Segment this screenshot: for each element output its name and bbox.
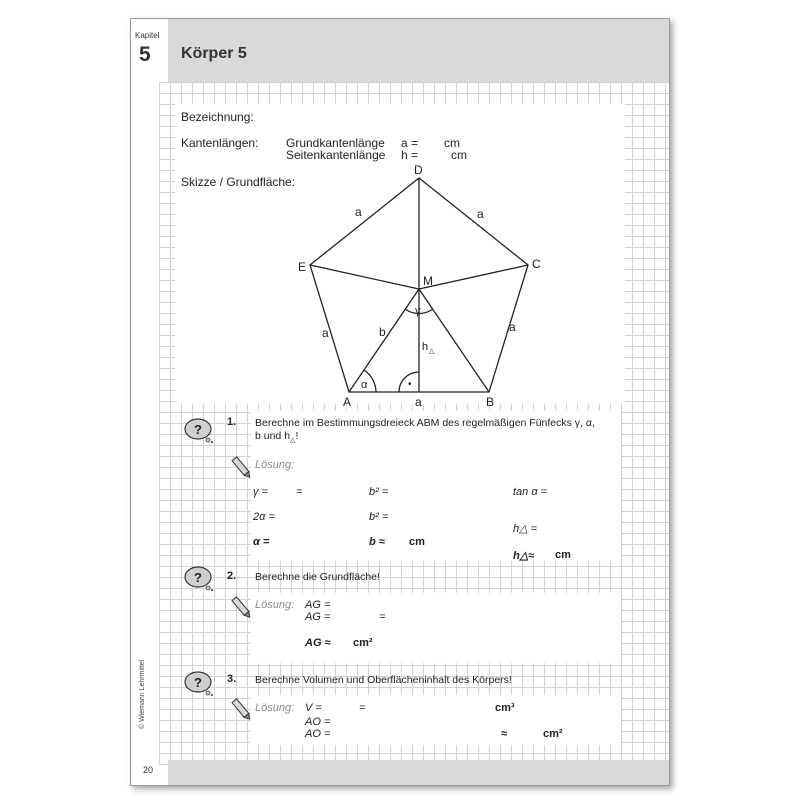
page-title: Körper 5 [181,45,247,62]
task1-loesung: Lösung: [255,459,295,471]
worksheet-page [130,18,670,786]
edge-label-ab: a [415,395,422,409]
svg-text:?: ? [194,422,202,437]
task3-ao-unit: cm² [543,728,563,740]
question-cloud-icon [183,669,217,697]
task2-ag-2: AG = [305,611,331,623]
edge-label-dc: a [477,207,484,221]
task3-ao-1: AO = [305,716,331,728]
chapter-label: Kapitel [135,31,160,40]
task2-number: 2. [227,570,237,582]
task1-b2-first: b² = [369,486,389,498]
kantenlaengen-label: Kantenlängen: [181,136,259,150]
task3-ao-approx: ≈ [501,728,508,740]
task3-ao-2: AO = [305,728,331,740]
skizze-label: Skizze / Grundfläche: [181,175,296,189]
pentagon-figure [131,19,669,439]
chapter-number: 5 [139,43,151,66]
task1-alpha-result: α = [253,536,270,548]
svg-text:?: ? [194,570,202,585]
seitenkante-var: h = [401,148,419,162]
copyright-notice: © Wiemann Lehrmittel [139,659,146,729]
label-d: D [414,163,423,177]
task3-loesung: Lösung: [255,702,295,714]
seitenkante-label: Seitenkantenlänge [286,148,386,162]
task1-text-line2: b und $h_\triangle$! [255,430,299,445]
task2-ag-unit: cm² [353,637,373,649]
task2-ag-1: AG = [305,599,331,611]
line-m-a [349,289,419,392]
line-m-b [419,289,489,392]
task1-text-line1: Berechne im Bestimmungsdreieck ABM des regelmäßigen Fünfecks γ, α, [255,417,595,429]
task3-number: 3. [227,673,237,685]
height-label: h [422,341,429,353]
edge-label-cb: a [509,320,516,334]
edge-label-de: a [355,205,362,219]
task3-v-eq: = [359,702,366,714]
task1-h-triangle: h△ = [513,523,538,535]
task1-number: 1. [227,416,237,428]
task3-v: V = [305,702,322,714]
svg-text:?: ? [194,675,202,690]
task1-tan-alpha: tan α = [513,486,548,498]
label-a: A [343,395,352,409]
footer-band [168,760,669,785]
seitenkante-unit: cm [451,148,467,162]
line-m-e [310,265,419,289]
label-b: B [486,395,495,409]
grundkante-label: Grundkantenlänge [286,136,385,150]
question-cloud-icon [183,564,217,592]
task3-v-unit: cm³ [495,702,515,714]
angle-gamma: γ [415,305,421,317]
grundkante-unit: cm [444,136,460,150]
right-angle-dot: • [408,379,412,390]
task1-h-unit: cm [555,549,571,561]
task1-2alpha: 2α = [253,511,275,523]
label-e: E [298,260,307,274]
task1-h-result: h△≈ [513,550,535,562]
angle-alpha: α [361,379,368,391]
task2-ag-2-eq: = [379,611,386,623]
task1-gamma: γ = [253,486,268,498]
question-cloud-icon [183,416,217,444]
label-m: M [423,274,433,288]
grundkante-var: a = [401,136,419,150]
page-number: 20 [143,765,154,775]
edge-label-ea: a [322,326,329,340]
task1-b-result: b ≈ [369,536,385,548]
edge-label-am: b [379,325,386,339]
task2-loesung: Lösung: [255,599,295,611]
task1-area [251,411,621,561]
height-sub: △ [429,348,435,355]
bezeichnung-label: Bezeichnung: [181,110,254,124]
task2-ag-result: AG ≈ [305,637,331,649]
task1-gamma-eq: = [296,486,303,498]
label-c: C [532,257,541,271]
line-m-c [419,265,528,289]
pencil-icon [231,697,253,723]
task1-b-unit: cm [409,536,425,548]
pencil-icon [231,455,253,481]
task2-text: Berechne die Grundfläche! [255,571,380,583]
pencil-icon [231,595,253,621]
task1-b2-second: b² = [369,511,389,523]
task3-text: Berechne Volumen und Oberflächeninhalt des Körpers! [255,674,512,686]
